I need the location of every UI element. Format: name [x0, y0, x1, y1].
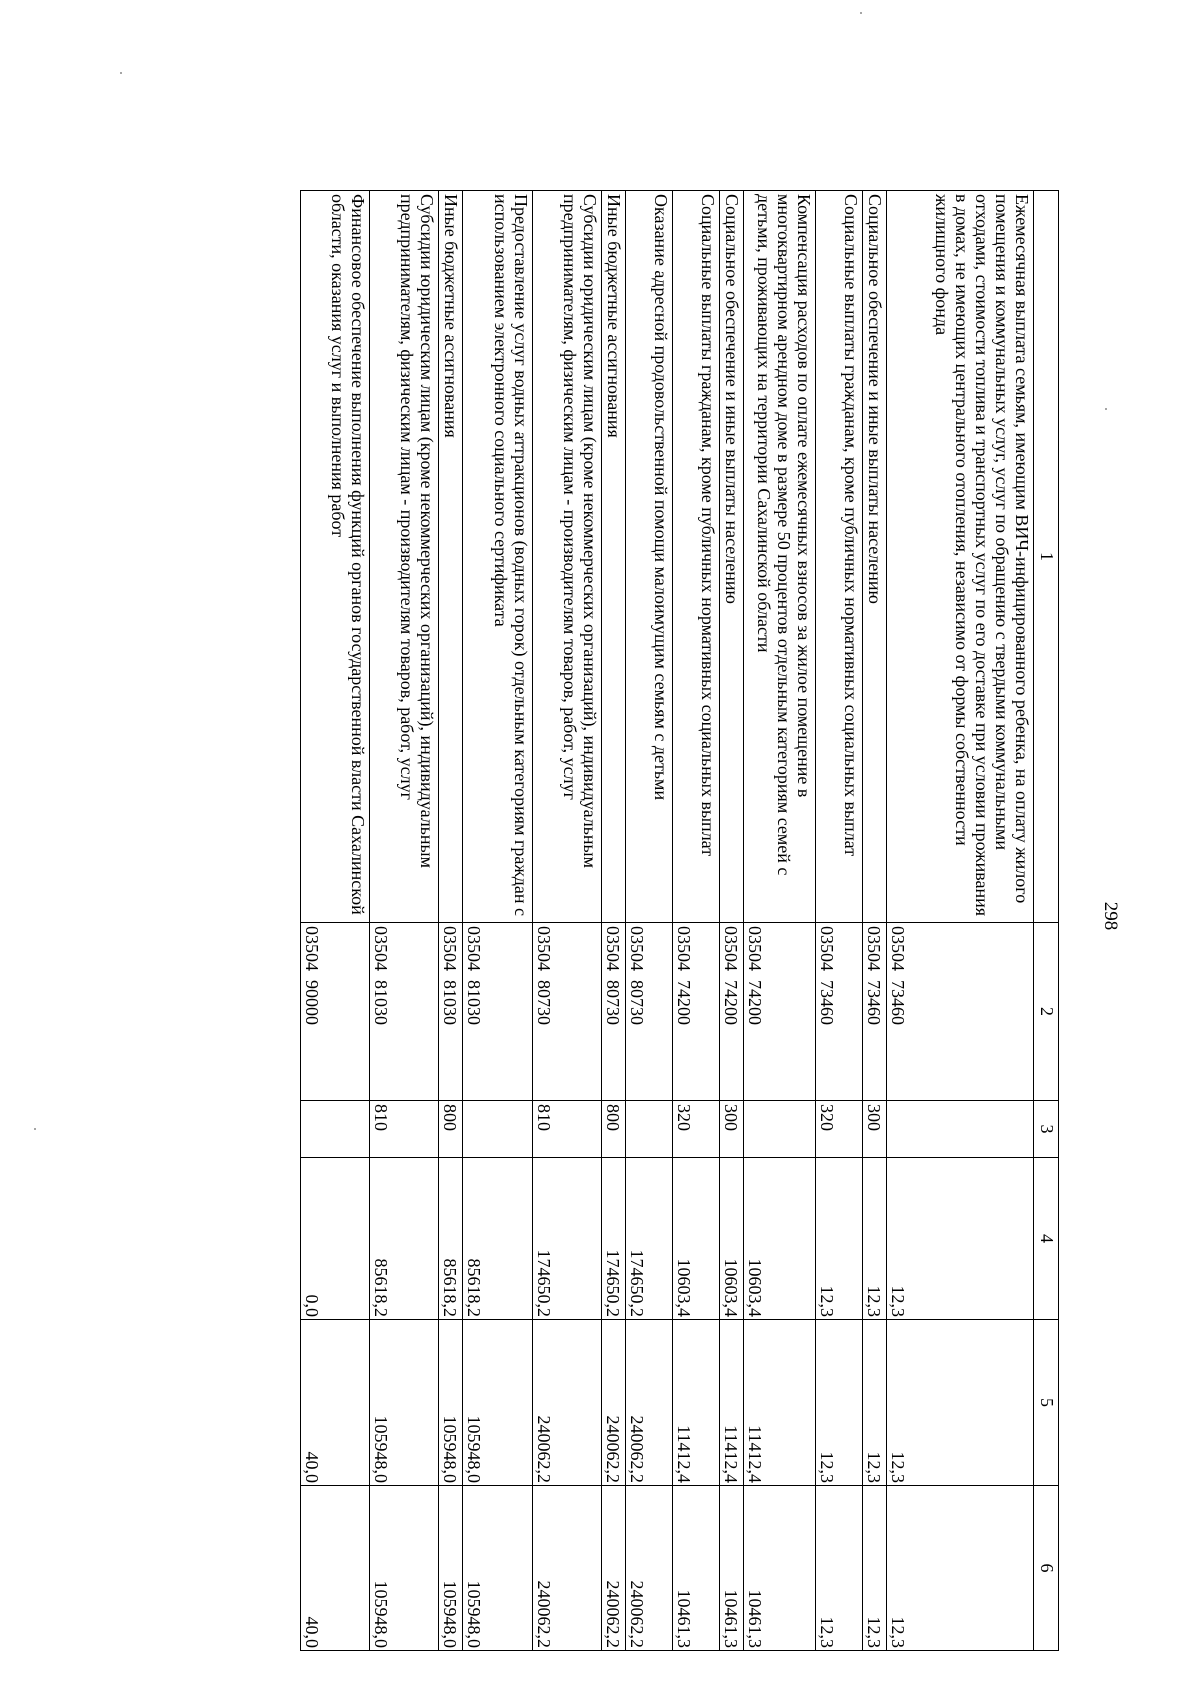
- header-col-2: 2: [1034, 923, 1059, 1101]
- row-vr-cell: 800: [439, 1101, 463, 1158]
- row-code-cell: 03504 74200: [720, 923, 744, 1101]
- row-value-col4-cell: 174650,2: [626, 1158, 673, 1320]
- table-row: [744, 191, 816, 1651]
- header-col-3: 3: [1034, 1101, 1059, 1158]
- row-name-cell: Субсидии юридическим лицам (кроме некоммерческих организаций), индивидуальным предпринимателям, физическим лицам - производителям товаров, работ, услуг: [370, 191, 439, 923]
- row-vr-cell: 810: [533, 1101, 602, 1158]
- row-name-cell: Иные бюджетные ассигнования: [602, 191, 626, 923]
- row-value-col4-cell: 85618,2: [463, 1158, 533, 1320]
- scan-speck: [120, 72, 122, 74]
- row-value-col6-cell: 10461,3: [744, 1486, 816, 1651]
- row-value-col6-cell: 10461,3: [673, 1486, 720, 1651]
- row-vr-cell: 320: [816, 1101, 863, 1158]
- row-code-cell: 03504 74200: [744, 923, 816, 1101]
- table-row: [602, 191, 626, 1651]
- row-value-col5-cell: 12,3: [887, 1320, 1034, 1486]
- table-header-row: [1034, 191, 1059, 1651]
- table-row: [626, 191, 673, 1651]
- header-col-4: 4: [1034, 1158, 1059, 1320]
- table-row: [720, 191, 744, 1651]
- budget-table: [300, 190, 1059, 1651]
- row-value-col5-cell: 12,3: [863, 1320, 887, 1486]
- row-value-col4-cell: 12,3: [863, 1158, 887, 1320]
- row-name-cell: Финансовое обеспечение выполнения функций органов государственной власти Сахалинской области, оказания услуг и выполнения работ: [301, 191, 370, 923]
- row-code-cell: 03504 80730: [602, 923, 626, 1101]
- row-vr-cell: [626, 1101, 673, 1158]
- row-vr-cell: [301, 1101, 370, 1158]
- page-number: 298: [1100, 901, 1121, 931]
- row-value-col6-cell: 105948,0: [439, 1486, 463, 1651]
- row-vr-cell: 800: [602, 1101, 626, 1158]
- header-col-6: 6: [1034, 1486, 1059, 1651]
- row-value-col6-cell: 105948,0: [463, 1486, 533, 1651]
- row-code-cell: 03504 74200: [673, 923, 720, 1101]
- scan-speck: [1105, 408, 1107, 410]
- table-row: [673, 191, 720, 1651]
- row-vr-cell: 300: [863, 1101, 887, 1158]
- row-value-col6-cell: 12,3: [887, 1486, 1034, 1651]
- row-name-cell: Компенсация расходов по оплате ежемесячных взносов за жилое помещение в многоквартирном арендном доме в размере 50 процентов отдельным категориям семей с детьми, проживающих на территории Сахалинской области: [744, 191, 816, 923]
- row-value-col6-cell: 240062,2: [626, 1486, 673, 1651]
- row-value-col4-cell: 174650,2: [533, 1158, 602, 1320]
- row-value-col5-cell: 240062,2: [602, 1320, 626, 1486]
- row-name-cell: Ежемесячная выплата семьям, имеющим ВИЧ-инфицированного ребенка, на оплату жилого помещения и коммунальных услуг, услуг по обращению с твердыми коммунальными отходами, стоимости топлива и транспортных услуг по его доставке при условии проживания в домах, не имеющих центрального отопления, независимо от формы собственности жилищного фонда: [887, 191, 1034, 923]
- table-row: [301, 191, 370, 1651]
- row-code-cell: 03504 90000: [301, 923, 370, 1101]
- row-value-col6-cell: 12,3: [816, 1486, 863, 1651]
- row-name-cell: Социальное обеспечение и иные выплаты населению: [720, 191, 744, 923]
- row-code-cell: 03504 73460: [863, 923, 887, 1101]
- row-value-col4-cell: 12,3: [887, 1158, 1034, 1320]
- row-value-col4-cell: 0,0: [301, 1158, 370, 1320]
- scan-speck: [34, 1128, 36, 1130]
- row-vr-cell: 810: [370, 1101, 439, 1158]
- table-row: [370, 191, 439, 1651]
- header-col-5: 5: [1034, 1320, 1059, 1486]
- row-value-col6-cell: 240062,2: [602, 1486, 626, 1651]
- row-code-cell: 03504 73460: [887, 923, 1034, 1101]
- row-value-col5-cell: 11412,4: [744, 1320, 816, 1486]
- row-code-cell: 03504 73460: [816, 923, 863, 1101]
- row-name-cell: Социальное обеспечение и иные выплаты населению: [863, 191, 887, 923]
- row-name-cell: Предоставление услуг водных аттракционов (водных горок) отдельным категориям граждан с использованием электронного социального сертификата: [463, 191, 533, 923]
- row-value-col5-cell: 240062,2: [626, 1320, 673, 1486]
- row-value-col5-cell: 12,3: [816, 1320, 863, 1486]
- row-code-cell: 03504 80730: [533, 923, 602, 1101]
- row-vr-cell: 320: [673, 1101, 720, 1158]
- row-value-col4-cell: 85618,2: [439, 1158, 463, 1320]
- row-code-cell: 03504 81030: [370, 923, 439, 1101]
- row-value-col4-cell: 10603,4: [720, 1158, 744, 1320]
- row-value-col4-cell: 10603,4: [744, 1158, 816, 1320]
- row-value-col5-cell: 105948,0: [463, 1320, 533, 1486]
- header-col-1: 1: [1034, 191, 1059, 923]
- rotated-table-container: [119, 190, 1059, 1650]
- row-name-cell: Иные бюджетные ассигнования: [439, 191, 463, 923]
- table-row: [816, 191, 863, 1651]
- row-vr-cell: 300: [720, 1101, 744, 1158]
- row-value-col4-cell: 174650,2: [602, 1158, 626, 1320]
- table-row: [439, 191, 463, 1651]
- row-value-col6-cell: 105948,0: [370, 1486, 439, 1651]
- table-row: [463, 191, 533, 1651]
- row-name-cell: Социальные выплаты гражданам, кроме публичных нормативных социальных выплат: [673, 191, 720, 923]
- row-name-cell: Субсидии юридическим лицам (кроме некоммерческих организаций), индивидуальным предпринимателям, физическим лицам - производителям товаров, работ, услуг: [533, 191, 602, 923]
- row-code-cell: 03504 81030: [439, 923, 463, 1101]
- row-name-cell: Оказание адресной продовольственной помощи малоимущим семьям с детьми: [626, 191, 673, 923]
- table-row: [533, 191, 602, 1651]
- row-value-col5-cell: 11412,4: [720, 1320, 744, 1486]
- row-vr-cell: [887, 1101, 1034, 1158]
- row-value-col4-cell: 10603,4: [673, 1158, 720, 1320]
- row-code-cell: 03504 81030: [463, 923, 533, 1101]
- row-value-col5-cell: 11412,4: [673, 1320, 720, 1486]
- row-value-col6-cell: 240062,2: [533, 1486, 602, 1651]
- scan-speck: [860, 12, 862, 14]
- row-value-col5-cell: 40,0: [301, 1320, 370, 1486]
- row-value-col5-cell: 105948,0: [370, 1320, 439, 1486]
- row-value-col4-cell: 12,3: [816, 1158, 863, 1320]
- row-value-col6-cell: 12,3: [863, 1486, 887, 1651]
- row-vr-cell: [463, 1101, 533, 1158]
- row-vr-cell: [744, 1101, 816, 1158]
- table-row: [887, 191, 1034, 1651]
- row-value-col5-cell: 105948,0: [439, 1320, 463, 1486]
- row-value-col6-cell: 10461,3: [720, 1486, 744, 1651]
- row-value-col6-cell: 40,0: [301, 1486, 370, 1651]
- row-value-col4-cell: 85618,2: [370, 1158, 439, 1320]
- row-value-col5-cell: 240062,2: [533, 1320, 602, 1486]
- table-row: [863, 191, 887, 1651]
- row-name-cell: Социальные выплаты гражданам, кроме публичных нормативных социальных выплат: [816, 191, 863, 923]
- row-code-cell: 03504 80730: [626, 923, 673, 1101]
